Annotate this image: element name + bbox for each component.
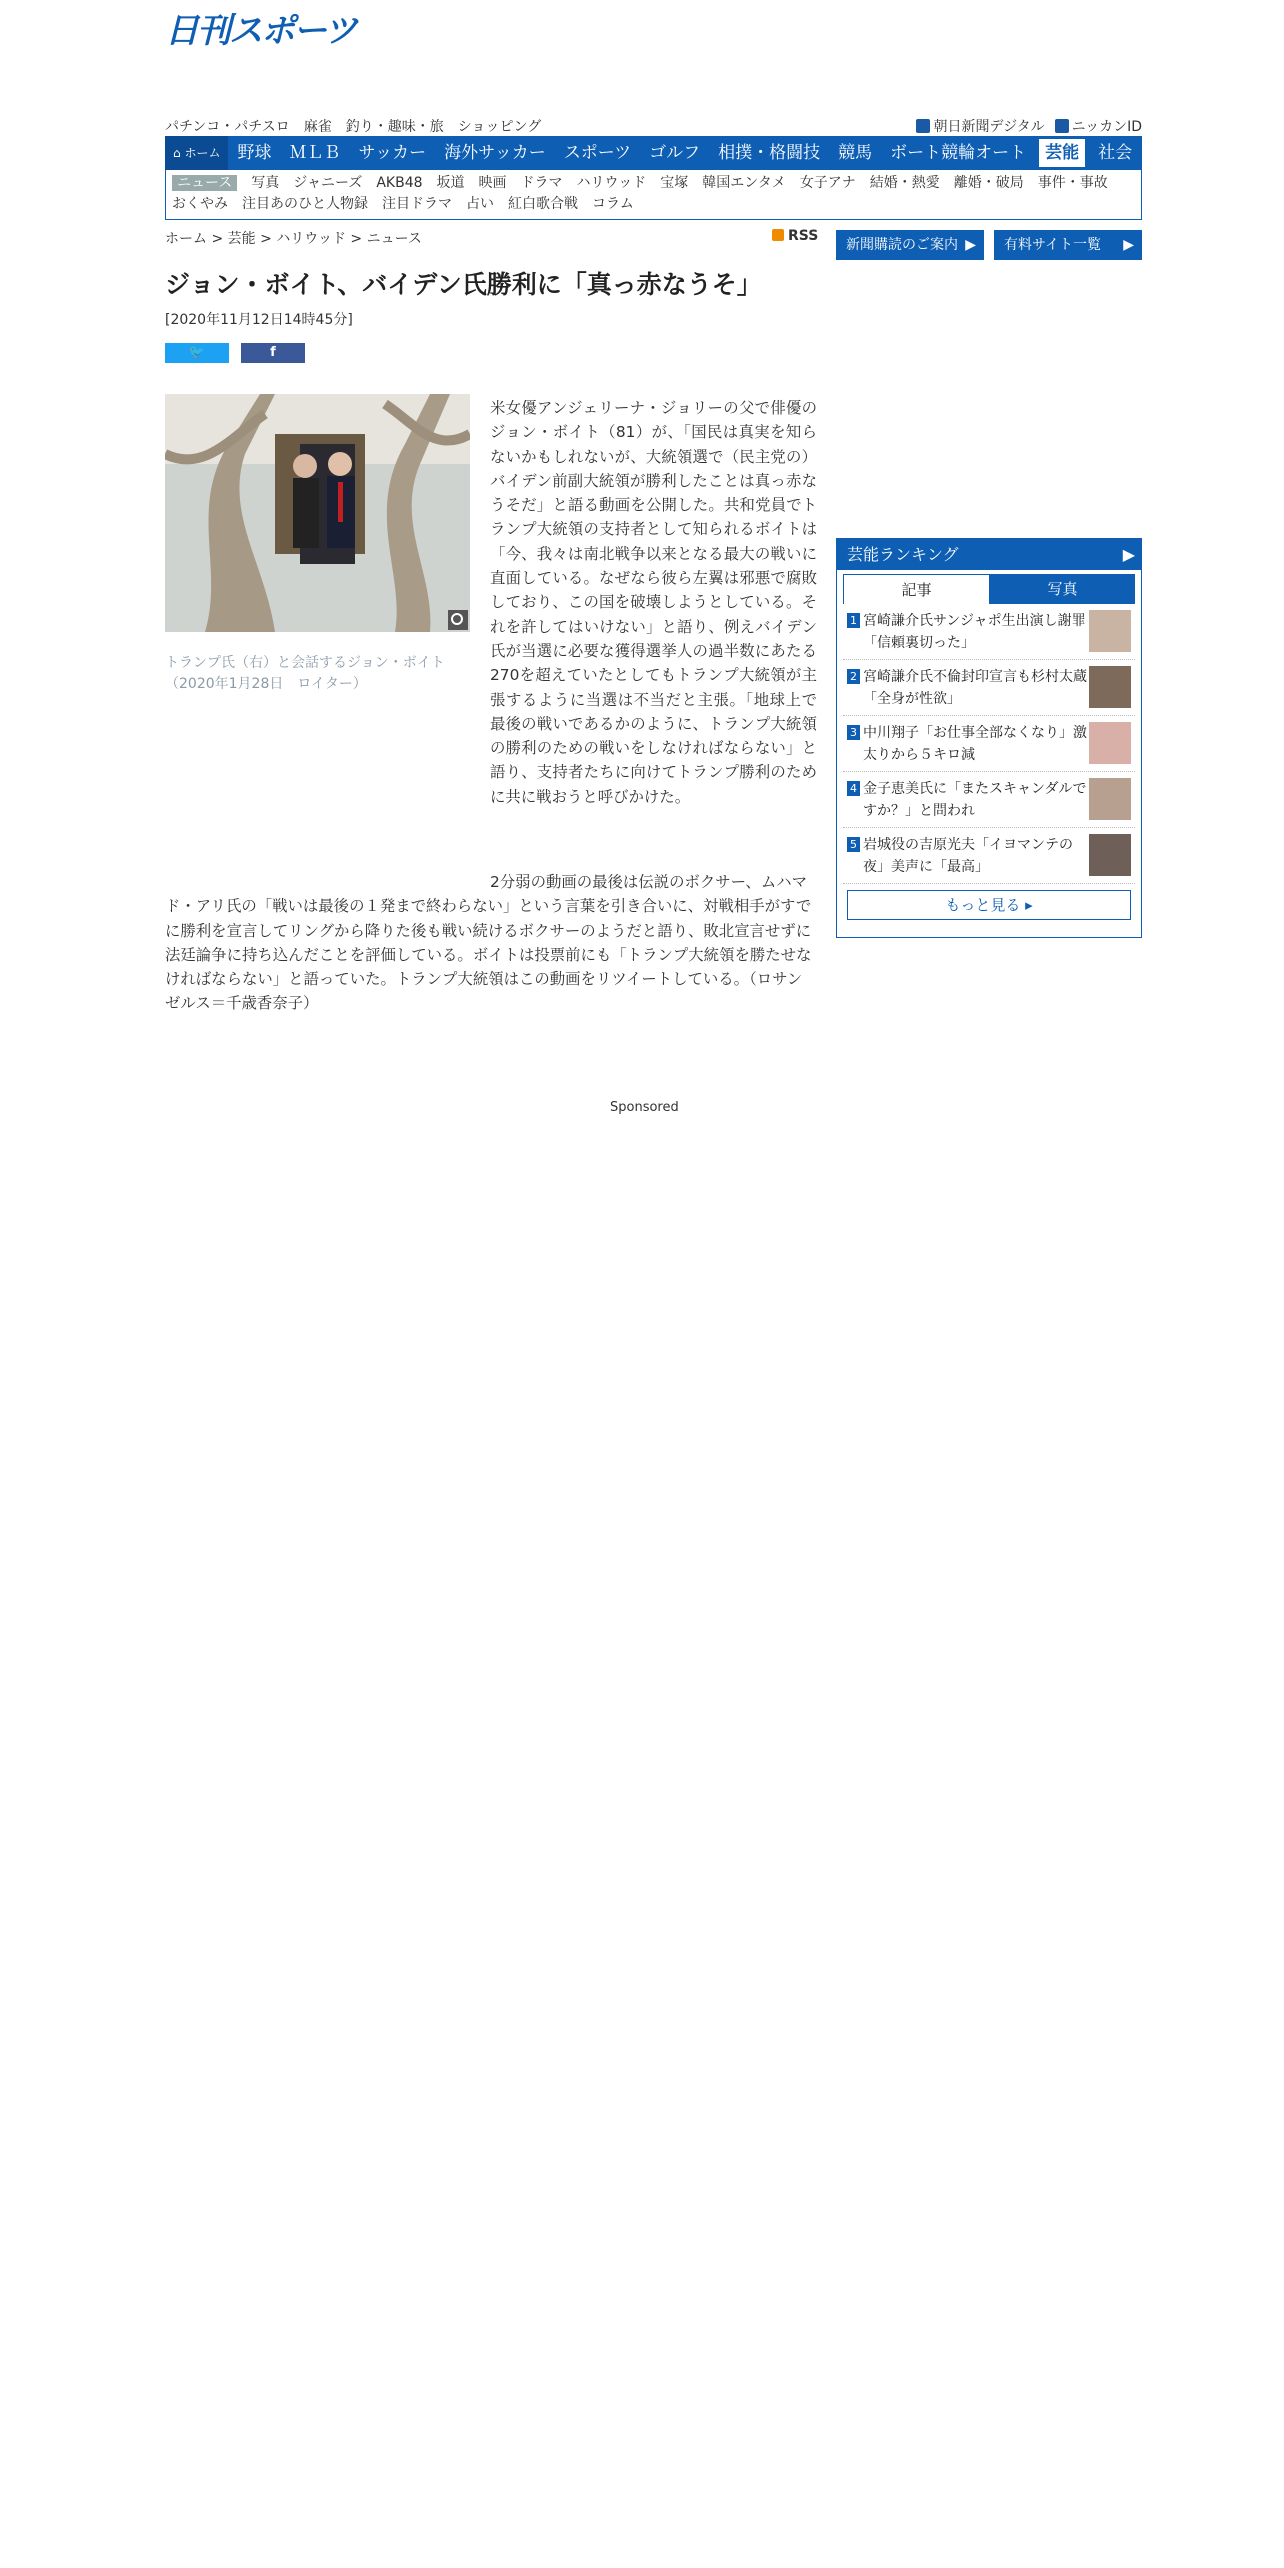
article-paragraph-1: 米女優アンジェリーナ・ジョリーの父で俳優のジョン・ボイト（81）が、「国民は真実を知らないかもしれないが、大統領選で（民主党の）バイデン前副大統領が勝利したことは真っ赤なうそだ」と語る動画を公開した。共和党員でトランプ大統領の支持者として知られるボイトは「今、我々は南北戦争以来となる最大の戦いに直面している。なぜなら彼ら左翼は邪悪で腐敗しており、この国を破壊しようとしている。それを許してはいけない」と語り、例えバイデン氏が当選に必要な獲得選挙人の過半数にあたる270を超えていたとしてもトランプ大統領が主張するように当選は不当だと主張。「地球上で最後の戦いであるかのように、トランプ大統領の勝利のための戦いをしなければならない」と語り、支持者たちに向けてトランプ勝利のために共に戦おうと呼びかけた。 bbox=[490, 399, 817, 806]
subnav-sakamichi[interactable]: 坂道 bbox=[436, 175, 465, 191]
asahi-link[interactable]: 朝日新聞デジタル bbox=[916, 116, 1044, 136]
twitter-share-button[interactable] bbox=[165, 343, 229, 363]
nav-home[interactable]: ⌂ ホーム bbox=[165, 136, 228, 170]
chevron-right-icon: ▶ bbox=[965, 237, 976, 253]
subnav-news[interactable]: ニュース bbox=[172, 175, 237, 191]
util-link-fishing[interactable]: 釣り・趣味・旅 bbox=[345, 119, 444, 135]
ranking-thumbnail bbox=[1089, 778, 1131, 820]
twitter-icon: 🐦 bbox=[188, 345, 206, 360]
subnav-hollywood[interactable]: ハリウッド bbox=[576, 175, 647, 191]
subnav-takarazuka[interactable]: 宝塚 bbox=[660, 175, 689, 191]
article-photo[interactable] bbox=[165, 394, 470, 632]
home-icon: ⌂ bbox=[173, 146, 181, 160]
facebook-share-button[interactable] bbox=[241, 343, 305, 363]
ranking-item[interactable]: 5 岩城役の吉原光夫「イヨマンテの夜」美声に「最高」 bbox=[843, 828, 1135, 884]
nav-sports[interactable]: スポーツ bbox=[563, 143, 632, 163]
nav-keiba[interactable]: 競馬 bbox=[838, 143, 873, 163]
article-title: ジョン・ボイト、バイデン氏勝利に「真っ赤なうそ」 bbox=[165, 270, 762, 299]
subnav-people[interactable]: 注目あのひと人物録 bbox=[242, 196, 368, 212]
nav-boat[interactable]: ボート競輪オート bbox=[890, 143, 1027, 163]
rss-link[interactable]: RSS bbox=[772, 228, 818, 244]
chevron-right-icon: ▶ bbox=[1122, 545, 1135, 564]
tab-photos[interactable]: 写真 bbox=[990, 574, 1135, 604]
sub-nav bbox=[165, 170, 1142, 220]
ranking-item[interactable]: 2 宮崎謙介氏不倫封印宣言も杉村太蔵「全身が性欲」 bbox=[843, 660, 1135, 716]
facebook-icon: f bbox=[270, 345, 276, 360]
subnav-movie[interactable]: 映画 bbox=[478, 175, 507, 191]
subnav-photo[interactable]: 写真 bbox=[251, 175, 280, 191]
nav-world-soccer[interactable]: 海外サッカー bbox=[444, 143, 546, 163]
subnav-kohaku[interactable]: 紅白歌合戦 bbox=[508, 196, 578, 212]
subnav-incident[interactable]: 事件・事故 bbox=[1037, 175, 1108, 191]
subnav-johnnys[interactable]: ジャニーズ bbox=[293, 175, 363, 191]
global-nav bbox=[165, 136, 1142, 170]
chevron-right-icon: ▶ bbox=[1123, 237, 1134, 253]
ranking-thumbnail bbox=[1089, 834, 1131, 876]
util-link-mahjong[interactable]: 麻雀 bbox=[303, 119, 332, 135]
article-date: [2020年11月12日14時45分] bbox=[165, 312, 353, 328]
ranking-thumbnail bbox=[1089, 722, 1131, 764]
ranking-thumbnail bbox=[1089, 666, 1131, 708]
nav-sumo[interactable]: 相撲・格闘技 bbox=[718, 143, 821, 163]
nav-mlb[interactable]: ＭＬＢ bbox=[289, 143, 341, 163]
subnav-obituary[interactable]: おくやみ bbox=[172, 196, 228, 212]
subnav-announcer[interactable]: 女子アナ bbox=[799, 175, 856, 191]
nikkan-id-link[interactable]: ニッカンID bbox=[1055, 116, 1142, 136]
ranking-tabs bbox=[843, 574, 1135, 604]
subscription-button[interactable]: 新聞購読のご案内 ▶ bbox=[836, 230, 984, 260]
nav-baseball[interactable]: 野球 bbox=[237, 143, 272, 163]
subnav-marriage[interactable]: 結婚・熱愛 bbox=[869, 175, 940, 191]
ranking-item[interactable]: 4 金子恵美氏に「またスキャンダルですか？」と問われ bbox=[843, 772, 1135, 828]
partner-links bbox=[916, 116, 1142, 136]
subnav-drama[interactable]: ドラマ bbox=[520, 175, 563, 191]
nav-entertainment[interactable]: 芸能 bbox=[1039, 139, 1085, 167]
photo-caption: トランプ氏（右）と会話するジョン・ボイト（2020年1月28日 ロイター） bbox=[165, 655, 445, 692]
util-link-pachinko[interactable]: パチンコ・パチスロ bbox=[165, 119, 290, 135]
subnav-akb48[interactable]: AKB48 bbox=[376, 175, 423, 191]
nav-soccer[interactable]: サッカー bbox=[358, 143, 427, 163]
chevron-right-icon: ▸ bbox=[1025, 896, 1033, 914]
ranking-item[interactable]: 3 中川翔子「お仕事全部なくなり」激太りから５キロ減 bbox=[843, 716, 1135, 772]
entertainment-ranking bbox=[836, 538, 1142, 938]
ranking-header[interactable]: 芸能ランキング ▶ bbox=[837, 539, 1141, 570]
ranking-item[interactable]: 1 宮崎謙介氏サンジャポ生出演し謝罪「信頼裏切った」 bbox=[843, 604, 1135, 660]
photo-illustration bbox=[165, 394, 470, 632]
nav-golf[interactable]: ゴルフ bbox=[649, 143, 701, 163]
nav-society[interactable]: 社会 bbox=[1098, 143, 1133, 163]
site-logo[interactable]: 日刊スポーツ bbox=[165, 11, 356, 51]
tab-articles[interactable]: 記事 bbox=[843, 574, 990, 604]
sponsored-label: Sponsored bbox=[610, 1100, 679, 1115]
util-link-shopping[interactable]: ショッピング bbox=[457, 119, 542, 135]
subnav-korea[interactable]: 韓国エンタメ bbox=[702, 175, 786, 191]
paid-sites-button[interactable]: 有料サイト一覧 ▶ bbox=[994, 230, 1142, 260]
id-icon bbox=[1055, 119, 1069, 133]
more-button[interactable]: もっと見る ▸ bbox=[847, 890, 1131, 920]
rss-icon bbox=[772, 229, 784, 241]
breadcrumb[interactable]: ホーム > 芸能 > ハリウッド > ニュース bbox=[165, 231, 422, 247]
asahi-icon bbox=[916, 119, 930, 133]
subnav-fortune[interactable]: 占い bbox=[466, 196, 494, 212]
article-paragraph-2: 2分弱の動画の最後は伝説のボクサー、ムハマド・アリ氏の「戦いは最後の１発まで終わらない」という言葉を引き合いに、対戦相手がすでに勝利を宣言してリングから降りた後も戦い続けるボクサーのようだと語り、敗北宣言せずに法廷論争に持ち込んだことを評価している。ボイトは投票前にも「トランプ大統領を勝たせなければならない」と語っていた。トランプ大統領はこの動画をリツイートしている。（ロサンゼルス＝千歳香奈子） bbox=[165, 873, 812, 1013]
subnav-featured-drama[interactable]: 注目ドラマ bbox=[382, 196, 452, 212]
ranking-thumbnail bbox=[1089, 610, 1131, 652]
subnav-divorce[interactable]: 離婚・破局 bbox=[953, 175, 1024, 191]
subnav-column[interactable]: コラム bbox=[592, 196, 634, 212]
